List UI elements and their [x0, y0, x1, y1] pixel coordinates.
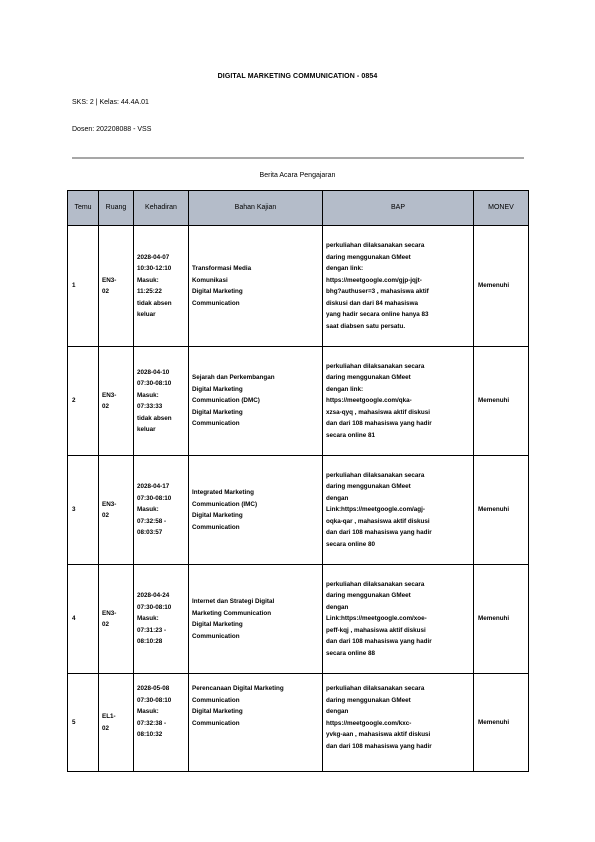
- cell-line: Communication (DMC): [192, 397, 260, 405]
- cell-monev: Memenuhi: [474, 565, 529, 674]
- cell-ruang: [99, 226, 134, 347]
- col-header-temu: Temu: [68, 191, 99, 226]
- cell-monev: Memenuhi: [474, 226, 529, 347]
- cell-ruang: [99, 347, 134, 456]
- cell-bahan-kajian: [189, 456, 323, 565]
- cell-bap: [323, 226, 474, 347]
- cell-line: Masuk:: [137, 615, 159, 623]
- cell-line: Communication: [192, 420, 240, 428]
- cell-bap: [323, 565, 474, 674]
- document-title: DIGITAL MARKETING COMMUNICATION - 0854: [217, 73, 378, 80]
- cell-line: Transformasi Media: [192, 265, 252, 272]
- cell-line: Communication: [192, 696, 240, 704]
- cell-line: 07:32:58 -: [137, 517, 167, 525]
- cell-line: bhg?authuser=3 , mahasiswa aktif: [326, 288, 429, 295]
- cell-line: Masuk:: [137, 708, 159, 715]
- cell-line: yvkg-aan , mahasiswa aktif diskusi: [326, 731, 431, 738]
- cell-line: Perencanaan Digital Marketing: [192, 685, 284, 692]
- cell-line: 10:30-12:10: [137, 265, 172, 272]
- cell-line: Digital Marketing: [192, 288, 243, 295]
- cell-bap: [323, 674, 474, 772]
- cell-line: dengan link:: [326, 265, 364, 272]
- cell-line: Link:https://meetgoogle.com/agj-: [326, 506, 426, 514]
- cell-line: Digital Marketing: [192, 708, 243, 715]
- cell-line: EN3-: [102, 500, 117, 508]
- cell-line: EN3-: [102, 276, 117, 284]
- table-header-row: [68, 191, 529, 226]
- cell-line: saat diabsen satu persatu.: [326, 322, 406, 330]
- cell-line: keluar: [137, 311, 156, 318]
- cell-line: Communication (IMC): [192, 500, 258, 508]
- cell-line: peff-kqj , mahasiswa aktif diskusi: [326, 626, 426, 634]
- cell-line: yang hadir secara online hanya 83: [326, 311, 429, 318]
- cell-temu: 5: [68, 674, 99, 772]
- cell-line: perkuliahan dilaksanakan secara: [326, 685, 425, 692]
- cell-line: 07:30-08:10: [137, 494, 172, 502]
- cell-line: 08:10:32: [137, 731, 163, 738]
- cell-line: secara online 88: [326, 649, 376, 657]
- table-row: [68, 674, 529, 772]
- cell-line: Marketing Communication: [192, 609, 272, 617]
- cell-line: Communication: [192, 632, 240, 640]
- cell-line: daring menggunakan GMeet: [326, 696, 411, 704]
- cell-line: Komunikasi: [192, 276, 228, 284]
- sks-class-line: SKS: 2 | Kelas: 44.4A.01: [72, 99, 149, 106]
- table-row: [68, 226, 529, 347]
- table-row: [68, 456, 529, 565]
- col-header-bahan-kajian: Bahan Kajian: [189, 191, 323, 226]
- cell-line: Communication: [192, 299, 240, 307]
- cell-line: dan dari 108 mahasiswa yang hadir: [326, 742, 432, 750]
- cell-line: Masuk:: [137, 391, 159, 399]
- cell-line: 2028-05-08: [137, 685, 170, 692]
- cell-line: Digital Marketing: [192, 385, 243, 393]
- cell-line: 07:30-08:10: [137, 603, 172, 611]
- cell-line: Link:https://meetgoogle.com/xoe-: [326, 615, 427, 623]
- cell-line: secara online 80: [326, 540, 376, 548]
- col-header-bap: BAP: [323, 191, 474, 226]
- cell-line: secara online 81: [326, 431, 376, 439]
- cell-line: https://meetgoogle.com/qka-: [326, 397, 412, 405]
- col-header-kehadiran: Kehadiran: [134, 191, 189, 226]
- col-header-ruang: Ruang: [99, 191, 134, 226]
- cell-monev: Memenuhi: [474, 674, 529, 772]
- cell-line: 11:25:22: [137, 288, 162, 295]
- cell-line: EN3-: [102, 391, 117, 399]
- cell-line: https://meetgoogle.com/gjp-jqjt-: [326, 276, 422, 284]
- cell-line: Internet dan Strategi Digital: [192, 598, 275, 605]
- cell-line: 02: [102, 288, 110, 295]
- cell-line: daring menggunakan GMeet: [326, 592, 411, 600]
- cell-line: 07:30-08:10: [137, 380, 172, 387]
- cell-line: daring menggunakan GMeet: [326, 483, 411, 491]
- cell-monev: Memenuhi: [474, 347, 529, 456]
- cell-line: keluar: [137, 426, 156, 433]
- cell-line: 02: [102, 724, 110, 732]
- cell-line: EN3-: [102, 609, 117, 617]
- cell-line: daring menggunakan GMeet: [326, 374, 411, 382]
- cell-line: Digital Marketing: [192, 621, 243, 628]
- cell-line: tidak absen: [137, 414, 172, 422]
- cell-bap: [323, 456, 474, 565]
- cell-bahan-kajian: [189, 674, 323, 772]
- cell-line: dan dari 108 mahasiswa yang hadir: [326, 638, 432, 646]
- cell-line: 2028-04-07: [137, 253, 170, 261]
- cell-line: daring menggunakan GMeet: [326, 253, 411, 261]
- cell-line: diskusi dan dari 84 mahasiswa: [326, 299, 419, 307]
- cell-line: 07:30-08:10: [137, 696, 172, 704]
- cell-bap: [323, 347, 474, 456]
- divider: [72, 157, 524, 159]
- cell-kehadiran: [134, 347, 189, 456]
- cell-line: dengan: [326, 603, 349, 611]
- cell-line: 2028-04-17: [137, 483, 170, 491]
- cell-ruang: [99, 565, 134, 674]
- cell-line: https://meetgoogle.com/kxc-: [326, 719, 412, 727]
- cell-line: perkuliahan dilaksanakan secara: [326, 471, 425, 479]
- cell-line: Digital Marketing: [192, 408, 243, 416]
- cell-line: 08:03:57: [137, 529, 163, 537]
- cell-line: perkuliahan dilaksanakan secara: [326, 242, 425, 249]
- cell-bahan-kajian: [189, 347, 323, 456]
- col-header-monev: MONEV: [474, 191, 529, 226]
- cell-line: tidak absen: [137, 299, 172, 307]
- cell-line: 07:33:33: [137, 403, 163, 410]
- cell-temu: 2: [68, 347, 99, 456]
- teaching-report-table: [67, 190, 529, 772]
- cell-line: perkuliahan dilaksanakan secara: [326, 362, 425, 370]
- cell-line: dan dari 108 mahasiswa yang hadir: [326, 420, 432, 428]
- cell-line: perkuliahan dilaksanakan secara: [326, 580, 425, 588]
- cell-line: Communication: [192, 523, 240, 531]
- cell-line: dan dari 108 mahasiswa yang hadir: [326, 529, 432, 537]
- cell-bahan-kajian: [189, 226, 323, 347]
- cell-line: Communication: [192, 719, 240, 727]
- cell-kehadiran: [134, 456, 189, 565]
- table-row: [68, 347, 529, 456]
- cell-line: 02: [102, 403, 110, 410]
- cell-monev: Memenuhi: [474, 456, 529, 565]
- cell-line: 2028-04-10: [137, 368, 170, 376]
- cell-kehadiran: [134, 565, 189, 674]
- cell-temu: 4: [68, 565, 99, 674]
- cell-line: 2028-04-24: [137, 592, 170, 600]
- cell-line: EL1-: [102, 713, 116, 720]
- cell-line: Masuk:: [137, 276, 159, 284]
- cell-line: 07:32:38 -: [137, 719, 167, 727]
- cell-line: dengan: [326, 708, 349, 715]
- cell-kehadiran: [134, 226, 189, 347]
- cell-line: Digital Marketing: [192, 512, 243, 519]
- cell-temu: 3: [68, 456, 99, 565]
- cell-line: Integrated Marketing: [192, 489, 254, 496]
- cell-line: xzsa-qyq , mahasiswa aktif diskusi: [326, 408, 430, 416]
- cell-line: Sejarah dan Perkembangan: [192, 374, 275, 382]
- cell-ruang: [99, 674, 134, 772]
- cell-temu: 1: [68, 226, 99, 347]
- cell-bahan-kajian: [189, 565, 323, 674]
- cell-kehadiran: [134, 674, 189, 772]
- cell-line: dengan: [326, 494, 349, 502]
- cell-ruang: [99, 456, 134, 565]
- cell-line: 07:31:23 -: [137, 626, 167, 634]
- cell-line: 08:10:28: [137, 638, 163, 646]
- cell-line: oqka-qar , mahasiswa aktif diskusi: [326, 517, 430, 525]
- cell-line: 02: [102, 621, 110, 628]
- table-row: [68, 565, 529, 674]
- lecturer-line: Dosen: 202208088 - VSS: [72, 126, 152, 133]
- cell-line: Masuk:: [137, 506, 159, 514]
- cell-line: dengan link:: [326, 385, 364, 393]
- table-caption: Berita Acara Pengajaran: [259, 172, 336, 179]
- cell-line: 02: [102, 512, 110, 519]
